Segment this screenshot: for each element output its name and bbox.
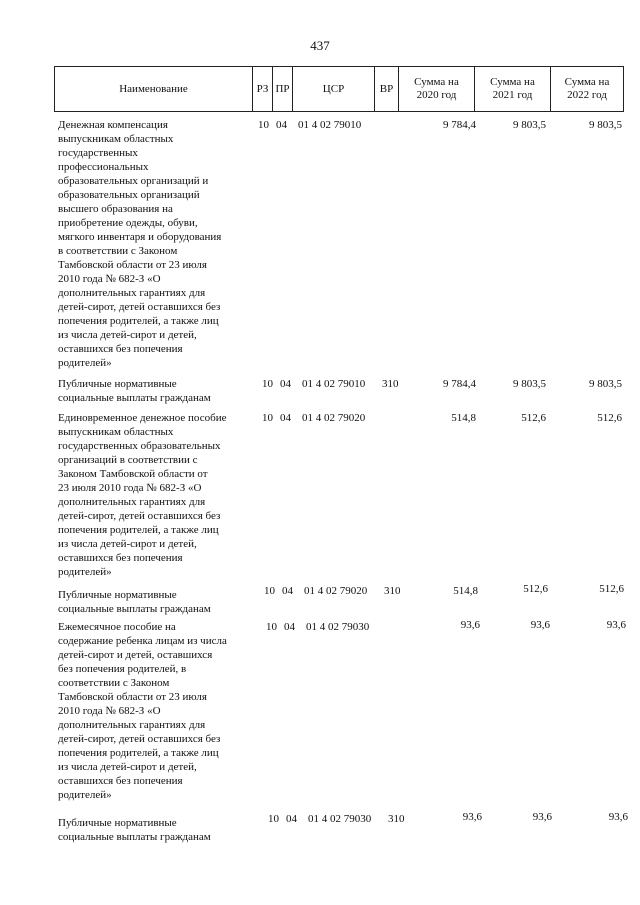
row-name: Публичные нормативные социальные выплаты гражданам [58,589,211,615]
row-pr: 04 [286,813,297,825]
header-pr: ПР [273,67,293,111]
row-rz: 10 [264,585,275,597]
row-sum-2022: 93,6 [606,619,626,631]
row-rz: 10 [262,412,273,424]
row-sum-2020: 93,6 [462,811,482,823]
row-csr: 01 4 02 79020 [304,585,368,597]
row-csr: 01 4 02 79010 [298,119,362,131]
row-sum-2020: 9 784,4 [443,378,476,390]
row-sum-2020: 9 784,4 [443,119,476,131]
header-name: Наименование [55,67,253,111]
row-rz: 10 [266,621,277,633]
row-rz: 10 [268,813,279,825]
page-number: 437 [310,38,330,53]
row-name: Публичные нормативные социальные выплаты гражданам [58,817,211,843]
row-csr: 01 4 02 79030 [306,621,370,633]
row-name: Публичные нормативные социальные выплаты гражданам [58,378,211,404]
row-sum-2021: 93,6 [532,811,552,823]
row-sum-2022: 93,6 [608,811,628,823]
row-pr: 04 [280,378,291,390]
row-sum-2021: 512,6 [523,583,548,595]
row-sum-2020: 93,6 [460,619,480,631]
header-sum-2021: Сумма на 2021 год [475,67,551,111]
row-vr: 310 [388,813,405,825]
row-rz: 10 [258,119,269,131]
row-name: Денежная компенсация выпускникам областных государственных профессиональных образовательных организаций и образовательных организаций высшего образования на приобретение одежды, обуви, мягкого инвентаря и оборудования в соответствии с Законом Тамбовской области от 23 июля 2010 года № 682-З «О дополнительных гарантиях для детей-сирот, детей оставшихся без попечения родителей, а также лиц из числа детей-сирот и детей, оставшихся без попечения родителей» [58,119,222,369]
row-sum-2022: 512,6 [597,412,622,424]
row-sum-2020: 514,8 [453,585,478,597]
header-vr: ВР [375,67,399,111]
row-vr: 310 [382,378,399,390]
row-rz: 10 [262,378,273,390]
row-sum-2022: 9 803,5 [589,378,622,390]
row-name: Ежемесячное пособие на содержание ребенка лицам из числа детей-сирот и детей, оставшихся без попечения родителей, в соответствии с Законом Тамбовской области от 23 июля 2010 года № 682-З «О дополнительных гарантиях для детей-сирот, детей оставшихся без попечения родителей, а также лиц из числа детей-сирот и детей, оставшихся без попечения родителей» [58,621,227,801]
header-csr: ЦСР [293,67,375,111]
row-pr: 04 [284,621,295,633]
row-csr: 01 4 02 79020 [302,412,366,424]
row-sum-2021: 9 803,5 [513,378,546,390]
row-pr: 04 [276,119,287,131]
row-csr: 01 4 02 79010 [302,378,366,390]
row-sum-2021: 93,6 [530,619,550,631]
row-csr: 01 4 02 79030 [308,813,372,825]
row-pr: 04 [282,585,293,597]
header-sum-2020: Сумма на 2020 год [399,67,475,111]
table-header [54,66,624,112]
row-sum-2022: 9 803,5 [589,119,622,131]
header-rz: РЗ [253,67,273,111]
row-sum-2021: 9 803,5 [513,119,546,131]
row-name: Единовременное денежное пособие выпускникам областных государственных образовательных организаций в соответствии с Законом Тамбовской области от 23 июля 2010 года № 682-З «О дополнительных гарантиях для детей-сирот, детей оставшихся без попечения родителей, а также лиц из числа детей-сирот и детей, оставшихся без попечения родителей» [58,412,227,578]
row-sum-2021: 512,6 [521,412,546,424]
row-sum-2020: 514,8 [451,412,476,424]
row-pr: 04 [280,412,291,424]
row-vr: 310 [384,585,401,597]
row-sum-2022: 512,6 [599,583,624,595]
header-sum-2022: Сумма на 2022 год [564,76,610,101]
